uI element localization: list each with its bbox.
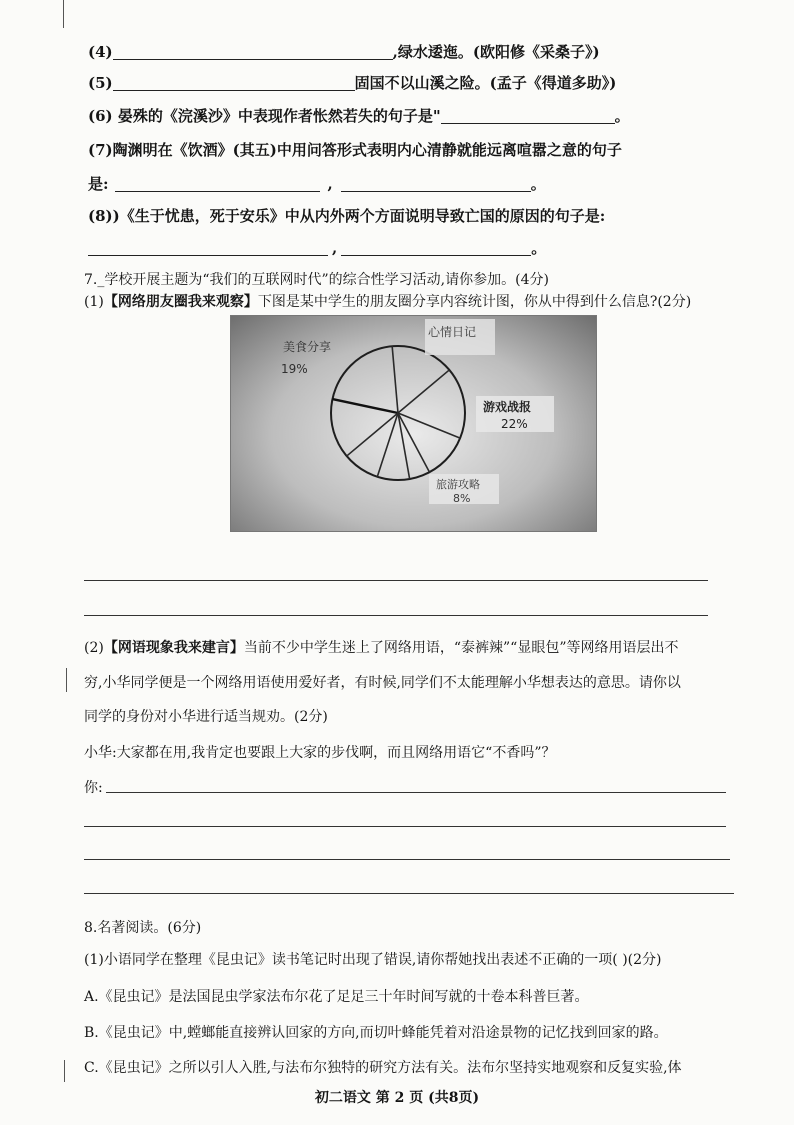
- question-7-title: 7._学校开展主题为“我们的互联网时代”的综合性学习活动,请你参加。(4分): [84, 272, 549, 288]
- item-5-number: (5): [88, 74, 113, 92]
- question-8-title: 8.名著阅读。(6分): [84, 920, 202, 936]
- margin-mark-mid: [66, 668, 67, 692]
- pie-chart-image: [230, 315, 597, 532]
- item-6-blank[interactable]: [441, 107, 615, 124]
- question-7-part2-line1: [84, 638, 678, 658]
- item-8-line2: [88, 238, 546, 258]
- item-7-prefix: 是:: [88, 175, 109, 193]
- you-label: 你:: [84, 780, 103, 796]
- item-8-blank-1[interactable]: [88, 239, 328, 256]
- answer-line-4[interactable]: [84, 859, 730, 860]
- item-4-number: (4): [88, 43, 113, 61]
- pie-slice-divider: [332, 399, 398, 413]
- item-8-line1: (8))《生于忧患，死于安乐》中从内外两个方面说明导致亡国的原因的句子是:: [88, 207, 606, 225]
- slice-value-left: 19%: [281, 362, 308, 376]
- pie-slice-divider: [398, 413, 460, 438]
- pie-slice-divider: [392, 346, 398, 413]
- item-7-comma: ,: [327, 175, 333, 193]
- part1-heading: 【网络朋友圈我来观察】: [103, 294, 258, 310]
- item-7-line2: [88, 174, 546, 194]
- slice-value-bottom: 8%: [453, 492, 471, 505]
- part1-number: (1): [84, 294, 104, 310]
- question-7-part2-line3: 同学的身份对小华进行适当规劝。(2分): [84, 709, 328, 725]
- answer-line-2[interactable]: [84, 615, 708, 616]
- item-6: [88, 106, 630, 126]
- option-a: A.《昆虫记》是法国昆虫学家法布尔花了足足三十年时间写就的十卷本科普巨著。: [84, 989, 589, 1005]
- slice-value-right: 22%: [501, 417, 528, 431]
- slice-label-bottom: 旅游攻略: [436, 478, 480, 491]
- item-4-text: ,绿水逶迤。(欧阳修《采桑子》): [392, 43, 600, 61]
- option-c: C.《昆虫记》之所以引人入胜,与法布尔独特的研究方法有关。法布尔坚持实地观察和反复实验,体: [84, 1060, 682, 1076]
- item-8-end: 。: [531, 239, 547, 257]
- margin-mark-bottom: [64, 1060, 65, 1082]
- item-4-blank[interactable]: [113, 43, 393, 60]
- option-b: B.《昆虫记》中,螳螂能直接辨认回家的方向,而切叶蜂能凭着对沿途景物的记忆找到回家的路。: [84, 1025, 668, 1041]
- page-footer: 初二语文 第 2 页 (共8页): [314, 1090, 480, 1106]
- item-8-blank-2[interactable]: [341, 239, 531, 256]
- item-5-blank[interactable]: [113, 74, 355, 91]
- item-7-blank-2[interactable]: [341, 175, 531, 192]
- item-8-comma: ,: [332, 239, 338, 257]
- answer-line-you[interactable]: [106, 792, 726, 793]
- question-8-part1: (1)小语同学在整理《昆虫记》读书笔记时出现了错误,请你帮她找出表述不正确的一项( )(2分): [84, 952, 662, 968]
- answer-line-1[interactable]: [84, 580, 708, 581]
- slice-label-right: 游戏战报: [483, 400, 532, 414]
- question-7-part2-line2: 穷,小华同学便是一个网络用语使用爱好者，有时候,同学们不太能理解小华想表达的意思。请你以: [84, 675, 681, 691]
- item-7-line1: (7)陶渊明在《饮酒》(其五)中用问答形式表明内心清静就能远离喧嚣之意的句子: [88, 141, 622, 159]
- slice-label-left: 美食分享: [283, 340, 332, 354]
- item-6-text: (6) 晏殊的《浣溪沙》中表现作者怅然若失的句子是": [88, 107, 441, 125]
- answer-line-3[interactable]: [84, 826, 726, 827]
- margin-mark-top: [63, 0, 64, 28]
- item-5: [88, 73, 616, 93]
- answer-line-5[interactable]: [84, 893, 734, 894]
- xiaohua-quote: 小华:大家都在用,我肯定也要跟上大家的步伐啊，而且网络用语它“不香吗”？: [84, 745, 556, 761]
- part2-number: (2): [84, 640, 104, 656]
- part1-text: 下图是某中学生的朋友圈分享内容统计图，你从中得到什么信息?(2分): [257, 294, 692, 310]
- item-6-end: 。: [614, 107, 630, 125]
- part2-text-1: 当前不少中学生迷上了网络用语，“泰裤辣”“显眼包”等网络用语层出不: [243, 640, 679, 656]
- item-7-end: 。: [530, 175, 546, 193]
- item-4: [88, 42, 600, 62]
- question-7-part1: [84, 292, 691, 312]
- pie-chart: [231, 316, 596, 531]
- pie-slice-divider: [398, 370, 449, 413]
- item-7-blank-1[interactable]: [115, 175, 320, 192]
- part2-heading: 【网语现象我来建言】: [103, 640, 244, 656]
- slice-label-top: 心情日记: [428, 325, 477, 339]
- item-5-text: 固国不以山溪之险。(孟子《得道多助》): [354, 74, 617, 92]
